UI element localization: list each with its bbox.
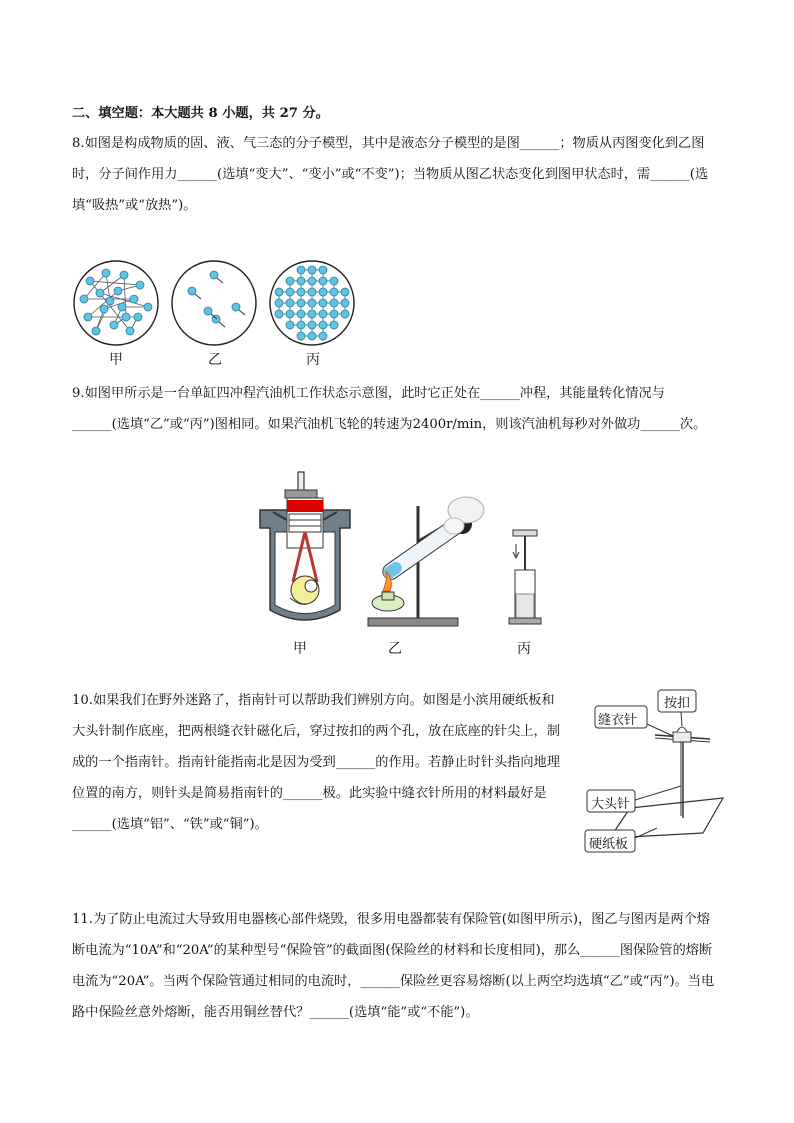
figure-label-yi: 乙: [208, 352, 222, 368]
question-8-text: 8.如图是构成物质的固、液、气三态的分子模型，其中是液态分子模型的是图______；物质从丙图变化到乙图时，分子间作用力______(选填“变大”、“变小”或“不变”)；当物质从图乙状态变化到图甲状态时，需______(选填“吸热”或“放热”)。: [72, 136, 709, 213]
engine-figure: [245, 470, 365, 630]
test-tube-figure: [358, 486, 478, 636]
air-pump-figure: [505, 530, 545, 640]
figure-label-jia: 甲: [109, 352, 123, 368]
label-cardboard: 硬纸板: [589, 837, 629, 852]
section-title: 二、填空题：本大题共 8 小题，共 27 分。: [72, 106, 329, 121]
figure-label-jia-2: 甲: [293, 641, 307, 657]
question-11-text: 11.为了防止电流过大导致用电器核心部件烧毁，很多用电器都装有保险管(如图甲所示)，图乙与图丙是两个熔断电流为“10A”和“20A”的某种型号“保险管”的截面图(保险丝的材料和长度相同)，那么______图保险管的熔断电流为“20A”。当两个保险管通过相同的电流时，______保险丝更容易熔断(以上两空均选填“乙”或“丙”)。当电路中保险丝意外熔断，能否用铜丝替代？______(选填“能”或“不能”)。: [72, 912, 715, 1020]
figure-label-bing: 丙: [306, 352, 320, 368]
label-sewing-needle: 缝衣针: [598, 713, 638, 728]
label-pin: 大头针: [591, 797, 631, 812]
question-10-text: 10.如果我们在野外迷路了，指南针可以帮助我们辨别方向。如图是小滨用硬纸板和大头针制作底座，把两根缝衣针磁化后，穿过按扣的两个孔，放在底座的针尖上，制成的一个指南针。指南针能指南北是因为受到______的作用。若静止时针头指向地理位置的南方，则针头是简易指南针的______极。此实验中缝衣针所用的材料最好是______(选填“铝”、“铁”或“铜”)。: [72, 693, 560, 832]
figure-label-yi-2: 乙: [388, 641, 402, 657]
question-9-text: 9.如图甲所示是一台单缸四冲程汽油机工作状态示意图，此时它正处在______冲程，其能量转化情况与______(选填“乙”或“丙”)图相同。如果汽油机飞轮的转速为2400r/min，则该汽油机每秒对外做功______次。: [72, 386, 707, 432]
figure-label-bing-2: 丙: [517, 641, 531, 657]
label-button: 按扣: [664, 696, 691, 711]
